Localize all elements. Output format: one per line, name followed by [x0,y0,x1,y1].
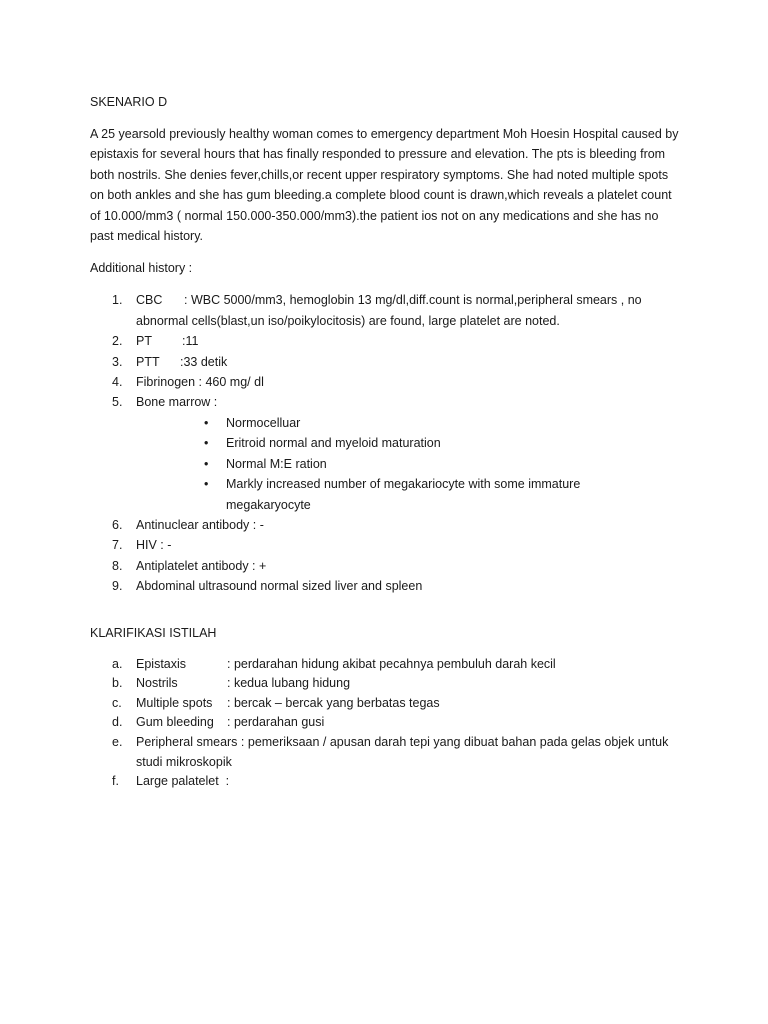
term-definition: : perdarahan gusi [227,715,325,730]
term-letter: a. [112,656,123,671]
item-text: :11 [182,334,199,349]
bone-marrow-text: Normocelluar [226,415,301,430]
bone-marrow-text: Eritroid normal and myeloid maturation [226,436,441,451]
item-text: HIV : - [136,538,172,553]
term-epistaxis [90,655,690,675]
item-text: Abdominal ultrasound normal sized liver and spleen [136,579,423,594]
item-number: 1. [112,293,123,308]
term-nostrils [90,674,690,694]
term-letter: c. [112,695,122,710]
item-text: :33 detik [180,354,228,369]
document-title: SKENARIO D [90,95,168,109]
history-item-cbc [90,290,690,331]
klarifikasi-heading: KLARIFIKASI ISTILAH [90,625,217,640]
term-multiple-spots [90,694,690,714]
bone-marrow-text: Markly increased number of megakariocyte with some immature megakaryocyte [226,477,581,512]
item-number: 5. [112,395,123,410]
item-number: 9. [112,579,123,594]
additional-history-heading: Additional history : [90,261,193,276]
history-item-ptt [90,352,690,372]
item-text: Antinuclear antibody : - [136,517,264,532]
bone-marrow-item [90,454,626,474]
history-item-ultrasound [90,576,690,596]
bone-marrow-text: Normal M:E ration [226,456,327,471]
history-item-antiplatelet [90,556,690,576]
history-list [90,290,690,412]
document-page [90,94,690,792]
item-number: 4. [112,375,123,390]
item-text: Bone marrow : [136,395,218,410]
history-list-continued [90,515,690,597]
bullet-icon: • [204,477,209,492]
term-letter: e. [112,734,123,749]
term-letter: d. [112,715,123,730]
term-definition: : bercak – bercak yang berbatas tegas [227,695,440,710]
term-definition: : perdarahan hidung akibat pecahnya pembuluh darah kecil [227,656,556,671]
history-item-bone-marrow [90,392,690,412]
item-number: 2. [112,334,123,349]
spacer [90,597,690,611]
history-item-pt [90,331,690,351]
item-label: PT [136,334,152,349]
term-gum-bleeding [90,713,690,733]
term-peripheral-smears [90,733,690,772]
bullet-icon: • [204,436,209,451]
bone-marrow-list [90,413,690,515]
item-number: 8. [112,558,123,573]
term-definition: : kedua lubang hidung [227,676,351,691]
term-name: Large palatelet [136,774,219,789]
term-large-palatelet [90,772,690,792]
term-name: Epistaxis [136,656,187,671]
term-letter: f. [112,774,119,789]
item-label: PTT [136,354,160,369]
term-name: Peripheral smears [136,734,238,749]
item-number: 7. [112,538,123,553]
term-definition: : pemeriksaan / apusan darah tepi yang dibuat bahan pada gelas objek untuk studi mikroskopik [136,734,669,769]
item-number: 6. [112,517,123,532]
history-item-ana [90,515,690,535]
klarifikasi-list [90,655,690,792]
bullet-icon: • [204,456,209,471]
bullet-icon: • [204,415,209,430]
history-item-hiv [90,535,690,555]
bone-marrow-item [90,413,626,433]
item-text: Antiplatelet antibody : + [136,558,267,573]
term-name: Multiple spots [136,695,213,710]
term-name: Gum bleeding [136,715,214,730]
item-label: CBC [136,293,163,308]
item-number: 3. [112,354,123,369]
term-letter: b. [112,676,123,691]
item-text: Fibrinogen : 460 mg/ dl [136,375,264,390]
term-definition: : [225,774,230,789]
bone-marrow-item [90,433,626,453]
term-name: Nostrils [136,676,178,691]
item-text: : WBC 5000/mm3, hemoglobin 13 mg/dl,diff.count is normal,peripheral smears , no abnormal cells(blast,un iso/poikylocitosis) are found, large platelet are noted. [136,293,642,328]
bone-marrow-item [90,474,626,515]
scenario-paragraph: A 25 yearsold previously healthy woman comes to emergency department Moh Hoesin Hospital caused by epistaxis for several hours that has finally responded to pressure and elevation. The pts is bleeding from both nostrils. She denies fever,chills,or recent upper respiratory symptoms. She had noted multiple spots on both ankles and she has gum bleeding.a complete blood count is drawn,which reveals a platelet count of 10.000/mm3 ( normal 150.000-350.000/mm3).the patient ios not on any medications and she has no past medical history. [90,127,679,244]
history-item-fibrinogen [90,372,690,392]
